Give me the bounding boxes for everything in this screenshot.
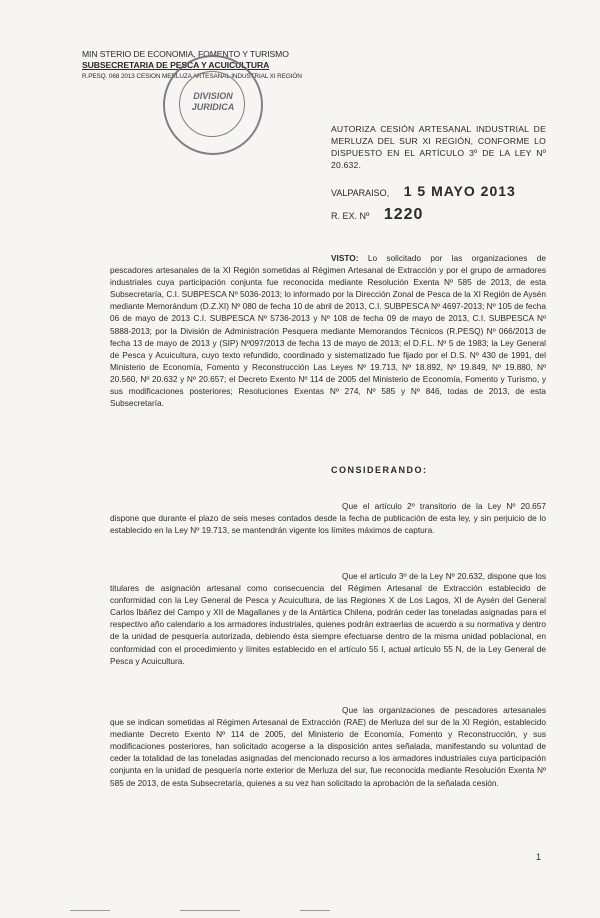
subsecretaria-name: SUBSECRETARIA DE PESCA Y ACUICULTURA [82,60,270,70]
resolution-subject: AUTORIZA CESIÓN ARTESANAL INDUSTRIAL DE MERLUZA DEL SUR XI REGIÓN, CONFORME LO DISPUESTO EN EL ARTÍCULO 3º DE LA LEY Nº 20.632. [331,124,546,170]
scan-edge-mark [180,910,240,911]
resolution-number: 1220 [383,206,424,223]
considerando-heading: CONSIDERANDO: [331,465,428,475]
page-number: 1 [536,852,542,862]
considerando-paragraph-3: Que las organizaciones de pescadores artesanales que se indican sometidas al Régimen Artesanal de Extracción (RAE) de Merluza del sur de la XI Región, establecido mediante Decreto Exento Nº 114 de 2005, del Ministerio de Economía, Fomento y Reconstrucción, y sus modificaciones posteriores, han solicitado acogerse a la disposición antes señalada, manifestando su voluntad de ceder la totalidad de las toneladas asignadas del mencionado recurso a los armadores industriales cuya participación conjunta en la unidad de pesquería norte exterior de Merluza del sur, fue reconocida mediante Resolución Exenta Nº 585 de 2013, de esta Subsecretaría, quienes a su vez han solicitado la aprobación de la señalada cesión. [110,705,546,788]
considerando-paragraph-2: Que el artículo 3º de la Ley Nº 20.632, dispone que los titulares de asignación artesanal como consecuencia del Régimen Artesanal de Extracción establecido de conformidad con la Ley General de Pesca y Acuicultura, de las Regiones X de Los Lagos, XI de Aysén del General Carlos Ibáñez del Campo y XII de Magallanes y de la Antártica Chilena, podrán ceder las toneladas asignadas para el respectivo año calendario a los armadores industriales, quienes podrán extraerlas de acuerdo a su normativa y dentro de la unidad de pesquería autorizada, debiendo ésta siempre efectuarse dentro de la misma unidad poblacional, en conformidad con el procedimiento y límites establecido en el artículo 55 I, actual artículo 55 N, de la Ley General de Pesca y Acuicultura. [110,571,546,666]
scan-edge-mark [70,910,110,911]
visto-label: VISTO: [331,253,359,263]
considerando-paragraph-1: Que el artículo 2º transitorio de la Ley Nº 20.657 dispone que durante el plazo de seis meses contados desde la fecha de publicación de esta ley, y sin perjuicio de lo establecido en la Ley Nº 19.713, se mantendrán vigente los límites máximos de captura. [110,501,546,536]
date-stamp: 1 5 MAYO 2013 [403,183,516,199]
ministry-name: MIN STERIO DE ECONOMIA, FOMENTO Y TURISMO [82,49,289,59]
date-line [331,183,516,199]
date-label: VALPARAISO, [331,188,390,198]
resolution-number-line [331,206,423,224]
visto-text: Lo solicitado por las organizaciones de pescadores artesanales de la XI Región sometidas al Régimen Artesanal de Extracción y por el grupo de armadores industriales cuya participación conjunta fue reconocida mediante Resolución Exenta Nº 585 de 2013, de esta Subsecretaría, C.I. SUBPESCA Nº 5036-2013; lo informado por la Dirección Zonal de Pesca de la XI Región de Aysén mediante Memorándum (D.Z.XI) Nº 080 de fecha 10 de abril de 2013, C.I. SUBPESCA Nº 4697-2013; Nº 105 de fecha 06 de mayo de 2013 C.I. SUBPESCA Nº 5736-2013 y Nº 108 de fecha 09 de mayo de 2013, C.I. SUBPESCA Nº 5888-2013; por la División de Administración Pesquera mediante Memorandos Técnicos (R.PESQ) Nº 066/2013 de fecha 13 de mayo de 2013 y (SIP) Nº097/2013 de fecha 13 de mayo de 2013; el D.F.L. Nº 5 de 1983; la Ley General de Pesca y Acuicultura, cuyo texto refundido, coordinado y sistematizado fue fijado por el D.S. Nº 430 de 1991, del Ministerio de Economía, Fomento y Reconstrucción Las Leyes Nº 19.713, Nº 18.892, Nº 19.849, Nº 19.880, Nº 20.560, Nº 20.632 y Nº 20.657; el Decreto Exento Nº 114 de 2005 del Ministerio de Economía, Fomento y Turismo, y sus modificaciones posteriores; Resoluciones Exentas Nº 274, Nº 585 y Nº 846, todas de 2013, de esta Subsecretaría. [110,253,546,409]
document-reference: R.PESQ. 068 2013 CESION MERLUZA ARTESANAL INDUSTRIAL XI REGIÓN [82,73,302,80]
stamp-line-2: JURIDICA [191,102,235,112]
stamp-line-1: DIVISION [193,91,233,101]
resolution-number-label: R. EX. Nº [331,211,370,221]
division-juridica-stamp [163,55,263,155]
visto-paragraph [110,252,546,409]
scan-edge-mark [300,910,330,911]
